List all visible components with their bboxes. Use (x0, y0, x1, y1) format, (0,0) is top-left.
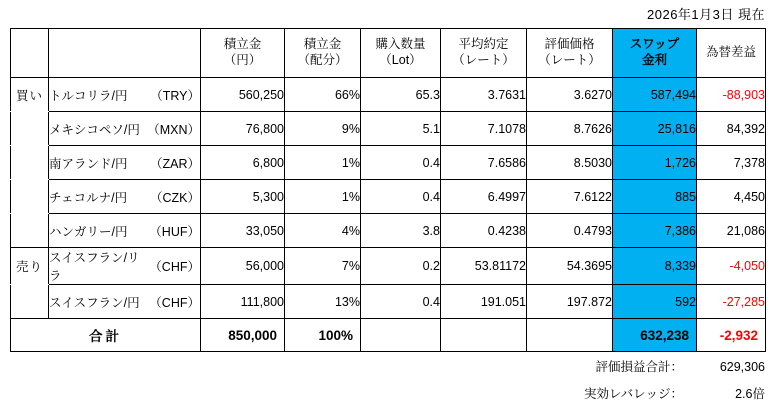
header-average-line1: 平均約定 (458, 37, 509, 52)
row-average-rate: 7.6586 (441, 146, 527, 180)
row-swap: 8,339 (613, 248, 697, 285)
total-amount: 850,000 (201, 319, 285, 352)
row-average-rate: 53.81172 (441, 248, 527, 285)
table-row (11, 285, 766, 319)
row-fx-gain: -88,903 (697, 78, 766, 112)
row-lot: 0.2 (361, 248, 441, 285)
row-instrument (49, 248, 201, 285)
instrument-name: チェコルナ/円 (49, 190, 128, 205)
row-fx-gain: 7,378 (697, 146, 766, 180)
row-valuation-rate: 197.872 (527, 285, 613, 319)
total-average-rate (441, 319, 527, 352)
row-instrument (49, 78, 201, 112)
header-valuation-line2: （レート） (538, 53, 601, 67)
row-amount: 6,800 (201, 146, 285, 180)
header-lot-line1: 購入数量 (375, 37, 426, 52)
instrument-name: メキシコペソ/円 (49, 122, 140, 137)
row-amount: 33,050 (201, 214, 285, 248)
header-valuation-line1: 評価価格 (544, 37, 595, 52)
leverage-label: 実効レバレッジ： (583, 387, 683, 401)
row-swap: 7,386 (613, 214, 697, 248)
header-average-rate (441, 29, 527, 78)
row-allocation: 7% (285, 248, 361, 285)
header-swap (613, 29, 697, 78)
instrument-code: （HUF） (149, 224, 200, 239)
row-valuation-rate: 8.5030 (527, 146, 613, 180)
header-allocation (285, 29, 361, 78)
row-amount: 560,250 (201, 78, 285, 112)
table-row (11, 146, 766, 180)
instrument-code: （TRY） (150, 88, 200, 103)
row-amount: 5,300 (201, 180, 285, 214)
row-fx-gain: -27,285 (697, 285, 766, 319)
row-swap: 25,816 (613, 112, 697, 146)
header-fx-line1: 為替差益 (705, 45, 756, 60)
report-date: 2026年1月3日 現在 (647, 7, 765, 22)
table-row (11, 248, 766, 285)
instrument-code: （ZAR） (149, 156, 200, 171)
row-valuation-rate: 8.7626 (527, 112, 613, 146)
total-valuation-rate (527, 319, 613, 352)
row-average-rate: 191.051 (441, 285, 527, 319)
header-lot (361, 29, 441, 78)
portfolio-table (10, 28, 766, 352)
instrument-code: （CHF） (149, 260, 200, 274)
leverage-summary (584, 384, 765, 402)
header-lot-line2: （Lot） (379, 53, 422, 67)
table-total-row (11, 319, 766, 352)
header-amount (201, 29, 285, 78)
row-instrument (49, 146, 201, 180)
table-row (11, 214, 766, 248)
row-side-sell: 売り (11, 248, 49, 285)
instrument-name: 南アランド/円 (49, 156, 128, 171)
row-amount: 76,800 (201, 112, 285, 146)
instrument-name: スイスフラン/円 (49, 295, 140, 310)
total-swap: 632,238 (613, 319, 697, 352)
instrument-code: （CHF） (149, 295, 200, 310)
row-lot: 5.1 (361, 112, 441, 146)
row-amount: 56,000 (201, 248, 285, 285)
table-header (11, 29, 766, 78)
row-allocation: 66% (285, 78, 361, 112)
header-row (11, 29, 766, 78)
profit-loss-value: 629,306 (719, 360, 765, 374)
total-fx-gain: -2,932 (697, 319, 766, 352)
instrument-code: （CZK） (149, 190, 200, 205)
header-allocation-line1: 積立金 (303, 37, 342, 52)
row-allocation: 13% (285, 285, 361, 319)
profit-loss-label: 評価損益合計： (595, 360, 683, 374)
row-side-empty (11, 285, 49, 319)
row-swap: 592 (613, 285, 697, 319)
row-lot: 0.4 (361, 180, 441, 214)
table-row (11, 112, 766, 146)
row-fx-gain: 84,392 (697, 112, 766, 146)
row-swap: 885 (613, 180, 697, 214)
leverage-value: 2.6倍 (735, 387, 765, 401)
instrument-name: トルコリラ/円 (49, 88, 128, 103)
row-average-rate: 6.4997 (441, 180, 527, 214)
row-instrument (49, 285, 201, 319)
row-instrument (49, 180, 201, 214)
total-label: 合計 (11, 319, 201, 352)
row-instrument (49, 214, 201, 248)
row-lot: 0.4 (361, 146, 441, 180)
row-fx-gain: 21,086 (697, 214, 766, 248)
total-allocation: 100% (285, 319, 361, 352)
row-average-rate: 7.1078 (441, 112, 527, 146)
row-allocation: 1% (285, 180, 361, 214)
instrument-code: （MXN） (147, 122, 200, 137)
row-side-empty (11, 180, 49, 214)
table-row (11, 180, 766, 214)
row-valuation-rate: 54.3695 (527, 248, 613, 285)
header-valuation-rate (527, 29, 613, 78)
row-lot: 3.8 (361, 214, 441, 248)
instrument-name: スイスフラン/リラ (49, 251, 140, 283)
header-amount-line1: 積立金 (223, 37, 262, 52)
row-swap: 587,494 (613, 78, 697, 112)
row-allocation: 1% (285, 146, 361, 180)
row-instrument (49, 112, 201, 146)
row-side-empty (11, 112, 49, 146)
header-swap-line1: スワップ (629, 37, 680, 52)
profit-loss-summary (595, 357, 765, 375)
table-body (11, 78, 766, 352)
row-valuation-rate: 7.6122 (527, 180, 613, 214)
row-valuation-rate: 0.4793 (527, 214, 613, 248)
row-lot: 0.4 (361, 285, 441, 319)
row-side-buy: 買い (11, 78, 49, 112)
row-average-rate: 3.7631 (441, 78, 527, 112)
row-side-empty (11, 146, 49, 180)
total-lot (361, 319, 441, 352)
row-lot: 65.3 (361, 78, 441, 112)
header-average-line2: （レート） (452, 53, 515, 67)
header-fx-gain (697, 29, 766, 78)
header-amount-line2: （円） (223, 53, 262, 67)
header-side (11, 29, 49, 78)
row-allocation: 9% (285, 112, 361, 146)
instrument-name: ハンガリー/円 (49, 224, 128, 239)
row-fx-gain: 4,450 (697, 180, 766, 214)
header-name (49, 29, 201, 78)
row-side-empty (11, 214, 49, 248)
row-swap: 1,726 (613, 146, 697, 180)
row-allocation: 4% (285, 214, 361, 248)
row-average-rate: 0.4238 (441, 214, 527, 248)
header-allocation-line2: （配分） (297, 53, 348, 67)
header-swap-line2: 金利 (641, 53, 667, 67)
row-valuation-rate: 3.6270 (527, 78, 613, 112)
row-fx-gain: -4,050 (697, 248, 766, 285)
table-row (11, 78, 766, 112)
row-amount: 111,800 (201, 285, 285, 319)
